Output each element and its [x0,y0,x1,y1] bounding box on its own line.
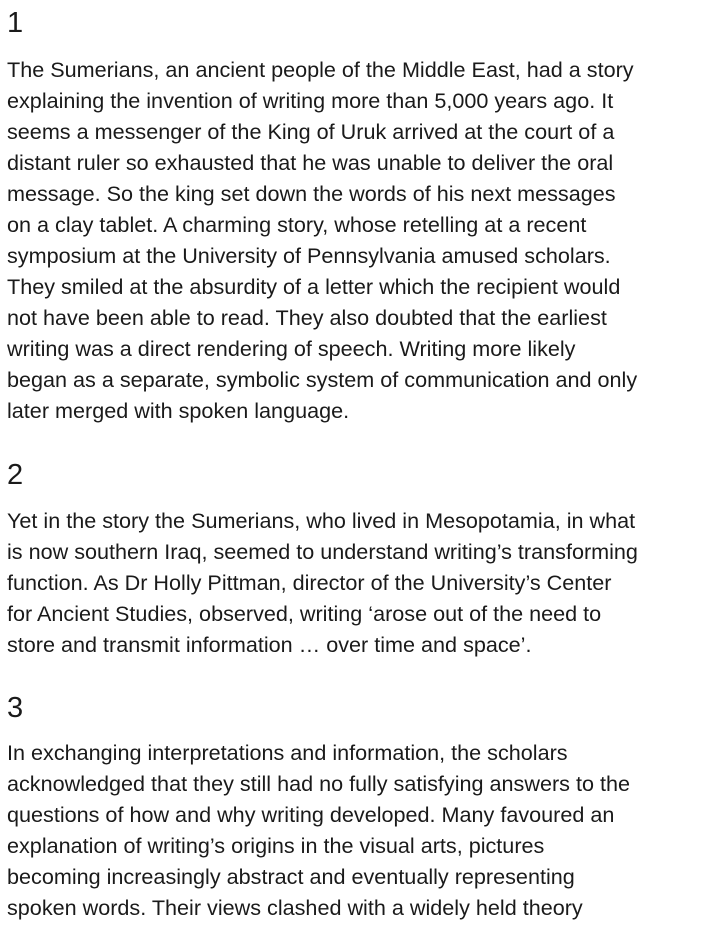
text-line: explaining the invention of writing more than 5,000 years ago. It [7,88,614,113]
paragraph-number: 3 [7,692,24,724]
text-line: function. As Dr Holly Pittman, director of the University’s Center [7,570,612,595]
text-line: distant ruler so exhausted that he was unable to deliver the oral [7,150,614,175]
text-line: They smiled at the absurdity of a letter which the recipient would [7,274,621,299]
text-line: began as a separate, symbolic system of communication and only [7,367,638,392]
text-line: seems a messenger of the King of Uruk arrived at the court of a [7,119,615,144]
text-line: later merged with spoken language. [7,398,350,423]
text-line: on a clay tablet. A charming story, whose retelling at a recent [7,212,587,237]
text-line: explanation of writing’s origins in the visual arts, pictures [7,833,545,858]
text-line: message. So the king set down the words of his next messages [7,181,616,206]
text-line: for Ancient Studies, observed, writing ‘arose out of the need to [7,601,602,626]
text-line: symposium at the University of Pennsylvania amused scholars. [7,243,611,268]
text-line: spoken words. Their views clashed with a widely held theory [7,895,583,920]
text-line: Yet in the story the Sumerians, who lived in Mesopotamia, in what [7,508,636,533]
text-line: is now southern Iraq, seemed to understand writing’s transforming [7,539,638,564]
text-line: not have been able to read. They also doubted that the earliest [7,305,607,330]
text-line: becoming increasingly abstract and eventually representing [7,864,575,889]
text-line: In exchanging interpretations and information, the scholars [7,740,568,765]
paragraph-text [7,54,637,426]
paragraph-text [7,737,630,923]
text-line: acknowledged that they still had no fully satisfying answers to the [7,771,630,796]
paragraph-number: 1 [7,7,24,39]
text-line: writing was a direct rendering of speech. Writing more likely [7,336,576,361]
paragraph-text [7,505,638,660]
paragraph-number: 2 [7,459,24,491]
text-line: The Sumerians, an ancient people of the Middle East, had a story [7,57,634,82]
text-line: questions of how and why writing developed. Many favoured an [7,802,615,827]
text-line: store and transmit information … over time and space’. [7,632,532,657]
